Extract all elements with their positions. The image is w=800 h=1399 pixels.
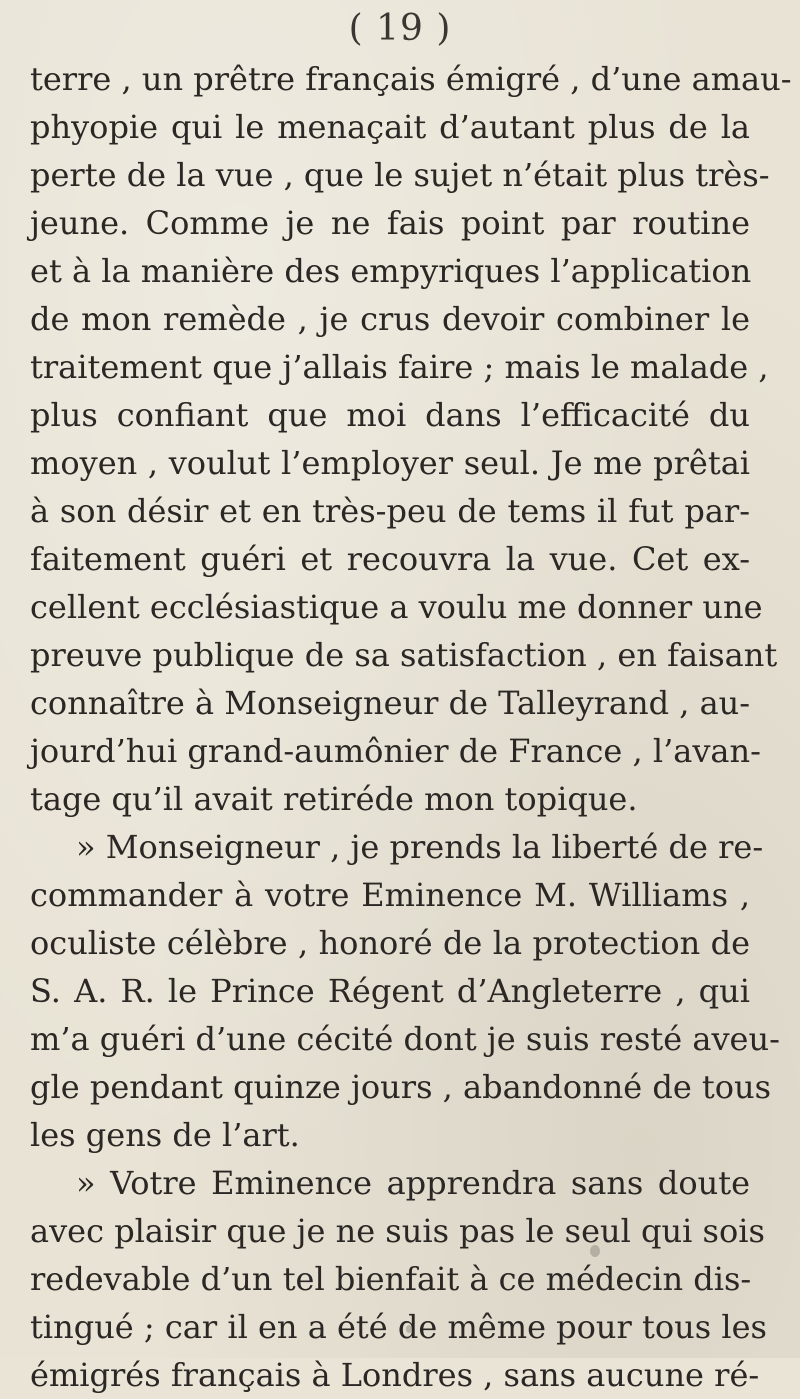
- text-line: connaître à Monseigneur de Talleyrand , au-: [30, 684, 751, 722]
- text-line: avec plaisir que je ne suis pas le seul qui sois: [30, 1212, 765, 1250]
- text-line: et à la manière des empyriques l’application: [30, 252, 752, 290]
- text-line: jeune. Comme je ne fais point par routine: [30, 204, 750, 242]
- text-line: commander à votre Eminence M. Williams ,: [30, 876, 750, 914]
- text-line: à son désir et en très-peu de tems il fut par-: [30, 492, 750, 530]
- text-line: phyopie qui le menaçait d’autant plus de la: [30, 108, 750, 146]
- text-line: jourd’hui grand-aumônier de France , l’avan-: [30, 732, 761, 770]
- text-line: perte de la vue , que le sujet n’était plus très-: [30, 156, 770, 194]
- ink-smudge: [406, 1325, 412, 1333]
- text-line: émigrés français à Londres , sans aucune ré-: [30, 1356, 760, 1394]
- ink-smudge: [590, 1245, 600, 1257]
- text-line: S. A. R. le Prince Régent d’Angleterre , qui: [30, 972, 750, 1010]
- text-line: traitement que j’allais faire ; mais le malade ,: [30, 348, 769, 386]
- text-line: les gens de l’art.: [30, 1116, 300, 1154]
- text-line: cellent ecclésiastique a voulu me donner une: [30, 588, 763, 626]
- text-line: oculiste célèbre , honoré de la protection de: [30, 924, 750, 962]
- text-line: gle pendant quinze jours , abandonné de tous: [30, 1068, 772, 1106]
- text-line: » Votre Eminence apprendra sans doute: [76, 1164, 750, 1202]
- text-line: plus confiant que moi dans l’efficacité du: [30, 396, 750, 434]
- text-line: tingué ; car il en a été de même pour tous les: [30, 1308, 767, 1346]
- text-line: tage qu’il avait retiréde mon topique.: [30, 780, 638, 818]
- text-line: preuve publique de sa satisfaction , en faisant: [30, 636, 778, 674]
- text-line: m’a guéri d’une cécité dont je suis resté aveu-: [30, 1020, 780, 1058]
- text-line: » Monseigneur , je prends la liberté de re-: [76, 828, 764, 866]
- page-number: ( 19 ): [348, 8, 452, 49]
- text-line: redevable d’un tel bienfait à ce médecin dis-: [30, 1260, 752, 1298]
- text-line: faitement guéri et recouvra la vue. Cet ex-: [30, 540, 750, 578]
- text-line: terre , un prêtre français émigré , d’une amau-: [30, 60, 792, 98]
- body-text: [30, 55, 792, 1399]
- text-line: moyen , voulut l’employer seul. Je me prêtai: [30, 444, 750, 482]
- text-line: de mon remède , je crus devoir combiner le: [30, 300, 750, 338]
